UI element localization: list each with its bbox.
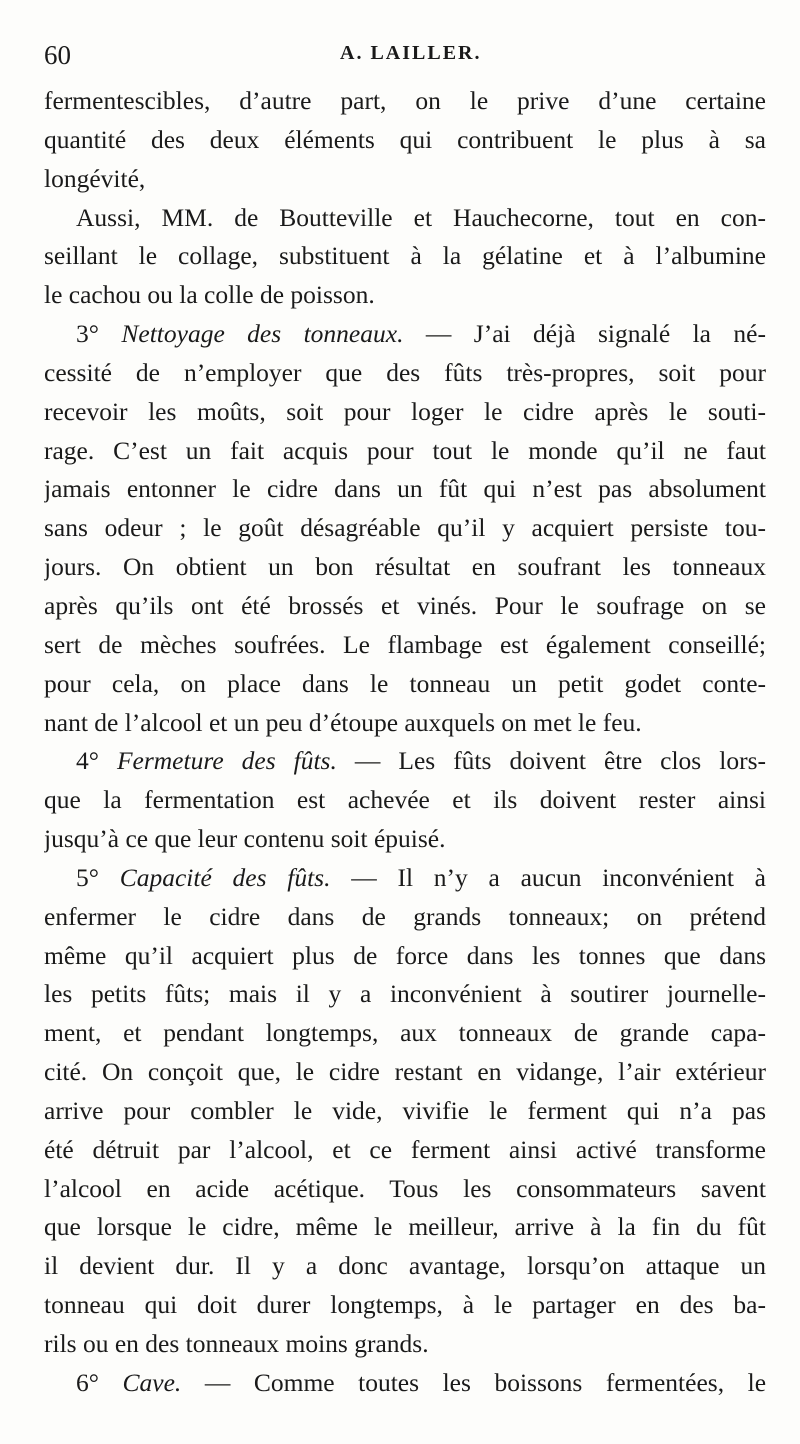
line-text: le cachou ou la colle de poisson. [44, 280, 375, 310]
line-text: nant de l’alcool et un peu d’étoupe auxquels on met le feu. [44, 707, 642, 737]
line-text: sert de mèches soufrées. Le flambage est également conseillé; [44, 629, 766, 659]
line-text: il devient dur. Il y a donc avantage, lorsqu’on attaque un [44, 1251, 766, 1281]
section-number: 4° [76, 746, 117, 776]
text-line [44, 898, 766, 937]
section-number: 6° [76, 1367, 123, 1397]
text-line [44, 315, 766, 354]
page-number: 60 [44, 40, 71, 70]
line-text: que lorsque le cidre, même le meilleur, arrive à la fin du fût [44, 1212, 766, 1242]
line-text: quantité des deux éléments qui contribuent le plus à sa [44, 124, 766, 154]
line-text: jusqu’à ce que leur contenu soit épuisé. [44, 824, 446, 854]
text-line [44, 432, 766, 471]
text-line [44, 1053, 766, 1092]
line-text: cessité de n’employer que des fûts très-propres, soit pour [44, 357, 766, 387]
text-line [44, 1014, 766, 1053]
line-text: enfermer le cidre dans de grands tonneaux; on prétend [44, 901, 766, 931]
text-line [44, 820, 766, 859]
line-text: rils ou en des tonneaux moins grands. [44, 1329, 429, 1358]
text-line [44, 470, 766, 509]
line-text: les petits fûts; mais il y a inconvénient à soutirer journelle- [44, 979, 766, 1009]
text-line [44, 237, 766, 276]
text-line [44, 121, 766, 160]
line-text: jours. On obtient un bon résultat en soufrant les tonneaux [44, 552, 766, 582]
section-heading: Fermeture des fûts. [116, 746, 337, 776]
text-line [44, 1170, 766, 1209]
text-line [44, 1092, 766, 1131]
text-line [44, 937, 766, 976]
section-number: 5° [76, 862, 120, 892]
line-text: fermentescibles, d’autre part, on le prive d’une certaine [44, 86, 766, 115]
line-text: ment, et pendant longtemps, aux tonneaux de grande capa- [44, 1018, 766, 1048]
running-head: A. LAILLER. [340, 42, 482, 64]
text-line [44, 781, 766, 820]
line-text: été détruit par l’alcool, et ce ferment ainsi activé transforme [44, 1134, 766, 1164]
text-line [44, 1364, 766, 1403]
line-text: arrive pour combler le vide, vivifie le ferment qui n’a pas [44, 1095, 766, 1125]
text-line [44, 1247, 766, 1286]
line-text: rage. C’est un fait acquis pour tout le monde qu’il ne faut [44, 435, 766, 465]
text-line [44, 1131, 766, 1170]
text-line [44, 354, 766, 393]
text-line [44, 665, 766, 704]
line-text: — J’ai déjà signalé la né- [403, 319, 766, 349]
line-text: — Comme toutes les boissons fermentées, le [181, 1367, 766, 1397]
section-number: 3° [76, 319, 122, 349]
section-heading: Nettoyage des tonneaux. [121, 319, 404, 349]
line-text: même qu’il acquiert plus de force dans les tonnes que dans [44, 940, 766, 970]
text-line [44, 587, 766, 626]
line-text: sans odeur ; le goût désagréable qu’il y acquiert persiste tou- [44, 513, 766, 543]
text-line [44, 975, 766, 1014]
line-text: l’alcool en acide acétique. Tous les consommateurs savent [44, 1173, 766, 1203]
text-line [44, 548, 766, 587]
text-line [44, 1286, 766, 1325]
line-text: jamais entonner le cidre dans un fût qui n’est pas absolument [44, 474, 766, 504]
text-line [44, 199, 766, 238]
text-line [44, 160, 766, 199]
line-text: cité. On conçoit que, le cidre restant en vidange, l’air extérieur [44, 1057, 766, 1087]
text-line [44, 704, 766, 743]
text-line [44, 276, 766, 315]
line-text: seillant le collage, substituent à la gélatine et à l’albumine [44, 241, 766, 271]
text-line [44, 1325, 766, 1364]
line-text: que la fermentation est achevée et ils doivent rester ainsi [44, 785, 766, 815]
line-text: longévité, [44, 163, 146, 193]
line-text: recevoir les moûts, soit pour loger le cidre après le souti- [44, 396, 766, 426]
text-line [44, 509, 766, 548]
line-text: — Les fûts doivent être clos lors- [336, 746, 766, 776]
line-text: tonneau qui doit durer longtemps, à le partager en des ba- [44, 1290, 766, 1320]
text-line [44, 859, 766, 898]
text-line [44, 1208, 766, 1247]
section-heading: Cave. [122, 1367, 182, 1397]
body-text [44, 82, 766, 1403]
text-line [44, 82, 766, 121]
line-text: Aussi, MM. de Boutteville et Hauchecorne, tout en con- [76, 202, 766, 232]
line-text: — Il n’y a aucun inconvénient à [330, 862, 766, 892]
text-line [44, 626, 766, 665]
section-heading: Capacité des fûts. [119, 862, 331, 892]
line-text: après qu’ils ont été brossés et vinés. Pour le soufrage on se [44, 590, 766, 620]
line-text: pour cela, on place dans le tonneau un petit godet conte- [44, 668, 766, 698]
text-line [44, 742, 766, 781]
page-header [44, 36, 764, 76]
text-line [44, 393, 766, 432]
